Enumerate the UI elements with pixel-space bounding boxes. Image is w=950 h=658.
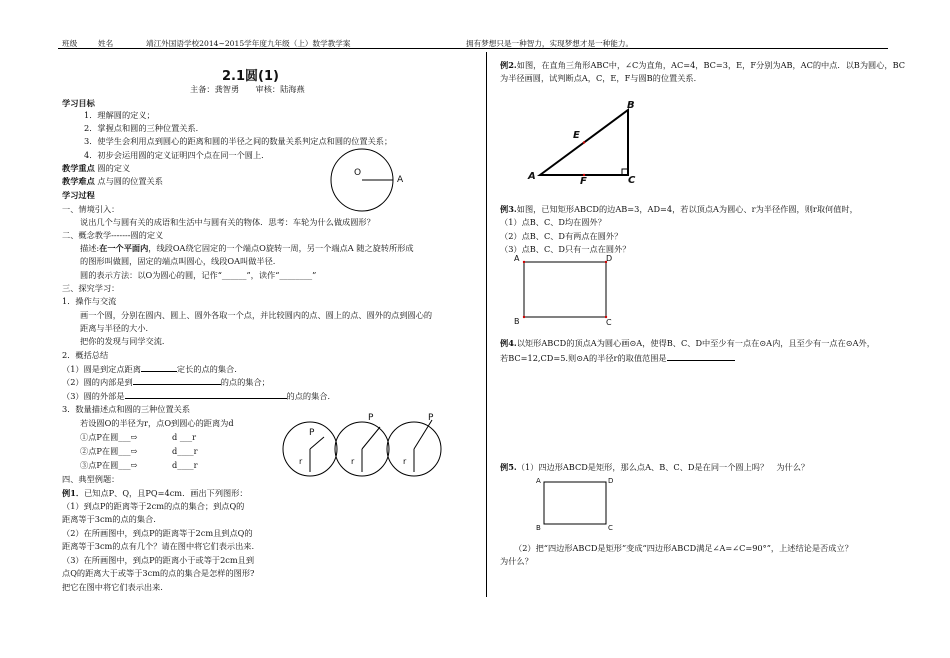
example-4	[500, 338, 875, 349]
goal-item: 4．初步会运用圆的定义证明四个点在同一个圆上．	[84, 150, 270, 160]
summary-3	[62, 390, 336, 402]
quant-intro: 若设圆O的半径为r，点O到圆心的距离为d	[80, 418, 234, 428]
ex2-label: 例2.	[500, 60, 517, 70]
radius-r-label: r	[403, 457, 407, 466]
process-heading: 学习过程	[62, 190, 95, 200]
operate-text: 画一个圆，分别在圆内、圆上、圆外各取一个点，并比较圆内的点、圆上的点、圆外的点到圆心的	[80, 310, 433, 320]
intro-text: 说出几个与圆有关的成语和生活中与圆有关的物体．思考：车轮为什么做成圆形？	[80, 217, 375, 227]
pos-row-b: d ___r	[172, 432, 197, 442]
key-text: 圆的定义	[97, 163, 131, 173]
triangle-label-b: B	[627, 100, 635, 111]
def-bold: 在一个平面内	[99, 243, 149, 253]
section-concept: 二、概念教学-------圆的定义	[62, 230, 164, 240]
triangle-label-c: C	[628, 175, 636, 186]
radius-r-label: r	[299, 457, 303, 466]
rect2-label-d: D	[608, 477, 614, 485]
ex3-question: （1）点B、C、D均在圆外？	[500, 217, 606, 227]
blank[interactable]	[133, 376, 221, 385]
summary-2	[62, 376, 270, 388]
difficulty-point	[62, 176, 163, 187]
ex3-label: 例3.	[500, 204, 517, 214]
ex3-question: （2）点B、C、D有两点在圆外？	[500, 231, 623, 241]
circle-label-o: O	[354, 168, 362, 178]
notation-line: 圆的表示方法：以O为圆心的圆，记作“______”，读作“________”	[80, 270, 317, 280]
section-explore: 三、探究学习：	[62, 283, 120, 293]
triangle-label-a: A	[528, 171, 536, 182]
definition-line	[80, 243, 414, 254]
ex1-line: （2）在所画图中，到点P的距离等于2cm且到点Q的	[62, 528, 253, 538]
rectangle-figure-1	[522, 260, 612, 320]
operate-text-2: 距离与半径的大小．	[80, 323, 154, 333]
rect1-label-c: C	[606, 318, 612, 327]
ex3-text: 如图，已知矩形ABCD的边AB=3，AD=4，若以顶点A为圆心、r为半径作圆，则r取何值时，	[516, 204, 858, 214]
point-p-label: P	[428, 413, 434, 423]
ex2-text: 如图，在直角三角形ABC中，∠C为直角，AC=4，BC=3，E，F分别为AB，AC的中点．以B为圆心，BC	[516, 60, 905, 70]
pos-row-b: d____r	[172, 460, 198, 470]
ex1-label: 例1．	[62, 488, 85, 498]
section-intro: 一、情境引入：	[62, 204, 120, 214]
ex1-line: 把它在图中将它们表示出来.	[62, 582, 163, 592]
pos-row-a: ③点P在圆___⇨	[80, 460, 138, 470]
ex1-line: （3）在所画图中，到点P的距离小于或等于2cm且到	[62, 555, 255, 565]
summary-1-a: （1）圆是到定点距离	[62, 364, 141, 374]
ex1-line: 距离等于3cm的点有几个？请在图中将它们表示出来.	[62, 541, 255, 551]
pos-row-a: ②点P在圆___⇨	[80, 446, 138, 456]
ex4-line-2	[500, 352, 735, 364]
summary-3-b: 的点的集合．	[286, 391, 336, 401]
ex5-label: 例5.	[500, 462, 517, 472]
ex1-line: 距离等于3cm的点的集合.	[62, 514, 156, 524]
goal-item: 2．掌握点和圆的三种位置关系．	[84, 123, 204, 133]
key-label: 教学重点	[62, 163, 95, 173]
operate-heading: 1．操作与交流	[62, 296, 117, 306]
rect2-label-c: C	[608, 524, 613, 532]
ex4-text-2: 若BC=12,CD=5.则⊙A的半径r的取值范围是	[500, 353, 667, 363]
motto: 拥有梦想只是一种智力，实现梦想才是一种能力。	[466, 39, 634, 48]
ex1-line: 点Q的距离大于或等于3cm的点的集合是怎样的图形?	[62, 568, 255, 578]
ex1-line: （1）到点P的距离等于2cm的点的集合；到点Q的	[62, 501, 245, 511]
example-2	[500, 60, 905, 71]
point-p-label: P	[368, 413, 374, 423]
circle-label-a: A	[397, 175, 404, 185]
point-p-label: P	[309, 428, 315, 438]
blank[interactable]	[125, 390, 287, 399]
section-examples: 四、典型例题：	[62, 474, 120, 484]
triangle-label-f: F	[580, 176, 587, 187]
summary-1	[62, 363, 237, 375]
school-title: 靖江外国语学校2014~2015学年度九年级（上）数学教学案	[146, 39, 351, 48]
name-label: 姓名	[98, 39, 114, 48]
rect1-label-a: A	[514, 254, 520, 263]
authors-line: 主备：龚智勇 审核：陆海燕	[190, 84, 305, 94]
goal-item: 1．理解圆的定义；	[84, 110, 155, 120]
def-prefix: 描述:	[80, 243, 100, 253]
rect2-label-a: A	[536, 477, 541, 485]
ex1-text: 已知点P、Q，且PQ=4cm．画出下列图形：	[84, 488, 248, 498]
summary-heading: 2．概括总结	[62, 350, 109, 360]
difficulty-label: 教学难点	[62, 176, 95, 186]
ex2-line-2: 为半径画圆，试判断点A，C，E，F与圆B的位置关系．	[500, 73, 702, 83]
rectangle-figure-2	[542, 480, 612, 530]
answer-blank[interactable]	[667, 352, 735, 361]
definition-line-2: 的图形叫做圆，固定的端点叫圆心，线段OA叫做半径.	[80, 256, 276, 266]
key-point	[62, 163, 130, 174]
rect1-label-d: D	[606, 254, 613, 263]
example-5	[500, 462, 809, 473]
triangle-label-e: E	[573, 130, 580, 141]
circle-point-outside	[386, 420, 444, 478]
header-rule	[58, 48, 888, 49]
goals-heading: 学习目标	[62, 98, 95, 108]
ex4-text: 以矩形ABCD的顶点A为圆心画⊙A，使得B、C、D中至少有一点在⊙A内，且至少有一点在⊙A外，	[516, 338, 875, 348]
summary-3-a: （3）圆的外部是	[62, 391, 125, 401]
radius-r-label: r	[351, 457, 355, 466]
quant-heading: 3．数量描述点和圆的三种位置关系	[62, 404, 191, 414]
example-1	[62, 488, 248, 499]
right-triangle-figure	[530, 100, 640, 185]
ex4-label: 例4.	[500, 338, 517, 348]
difficulty-text: 点与圆的位置关系	[97, 176, 163, 186]
rect2-label-b: B	[536, 524, 541, 532]
pos-row-b: d____r	[172, 446, 198, 456]
blank[interactable]	[141, 363, 177, 372]
example-3	[500, 204, 858, 215]
summary-1-b: 定长的点的集合.	[176, 364, 237, 374]
ex5-line-3: 为什么？	[500, 556, 533, 566]
rect1-label-b: B	[514, 317, 520, 326]
ex5-line-2: （2）把“四边形ABCD是矩形”变成“四边形ABCD满足∠A=∠C=90°”，上述结论是否成立？	[514, 543, 853, 553]
summary-2-a: （2）圆的内部是到	[62, 377, 133, 387]
def-rest: ，线段OA绕它固定的一个端点O旋转一周，另一个端点A 随之旋转所形成	[148, 243, 414, 253]
operate-text-3: 把你的发现与同学交流．	[80, 336, 171, 346]
ex3-question: （3）点B、C、D只有一点在圆外？	[500, 244, 631, 254]
summary-2-b: 的点的集合；	[220, 377, 270, 387]
ex5-text: （1）四边形ABCD是矩形，那么点A、B、C、D是在同一个圆上吗？ 为什么？	[516, 462, 810, 472]
pos-row-a: ①点P在圆___⇨	[80, 432, 138, 442]
page-title: 2.1圆(1)	[222, 69, 279, 84]
goal-item: 3．使学生会利用点到圆心的距离和圆的半径之间的数量关系判定点和圆的位置关系；	[84, 136, 393, 146]
circle-point-on	[334, 420, 392, 478]
column-divider	[486, 52, 487, 597]
class-label: 班级	[62, 39, 78, 48]
